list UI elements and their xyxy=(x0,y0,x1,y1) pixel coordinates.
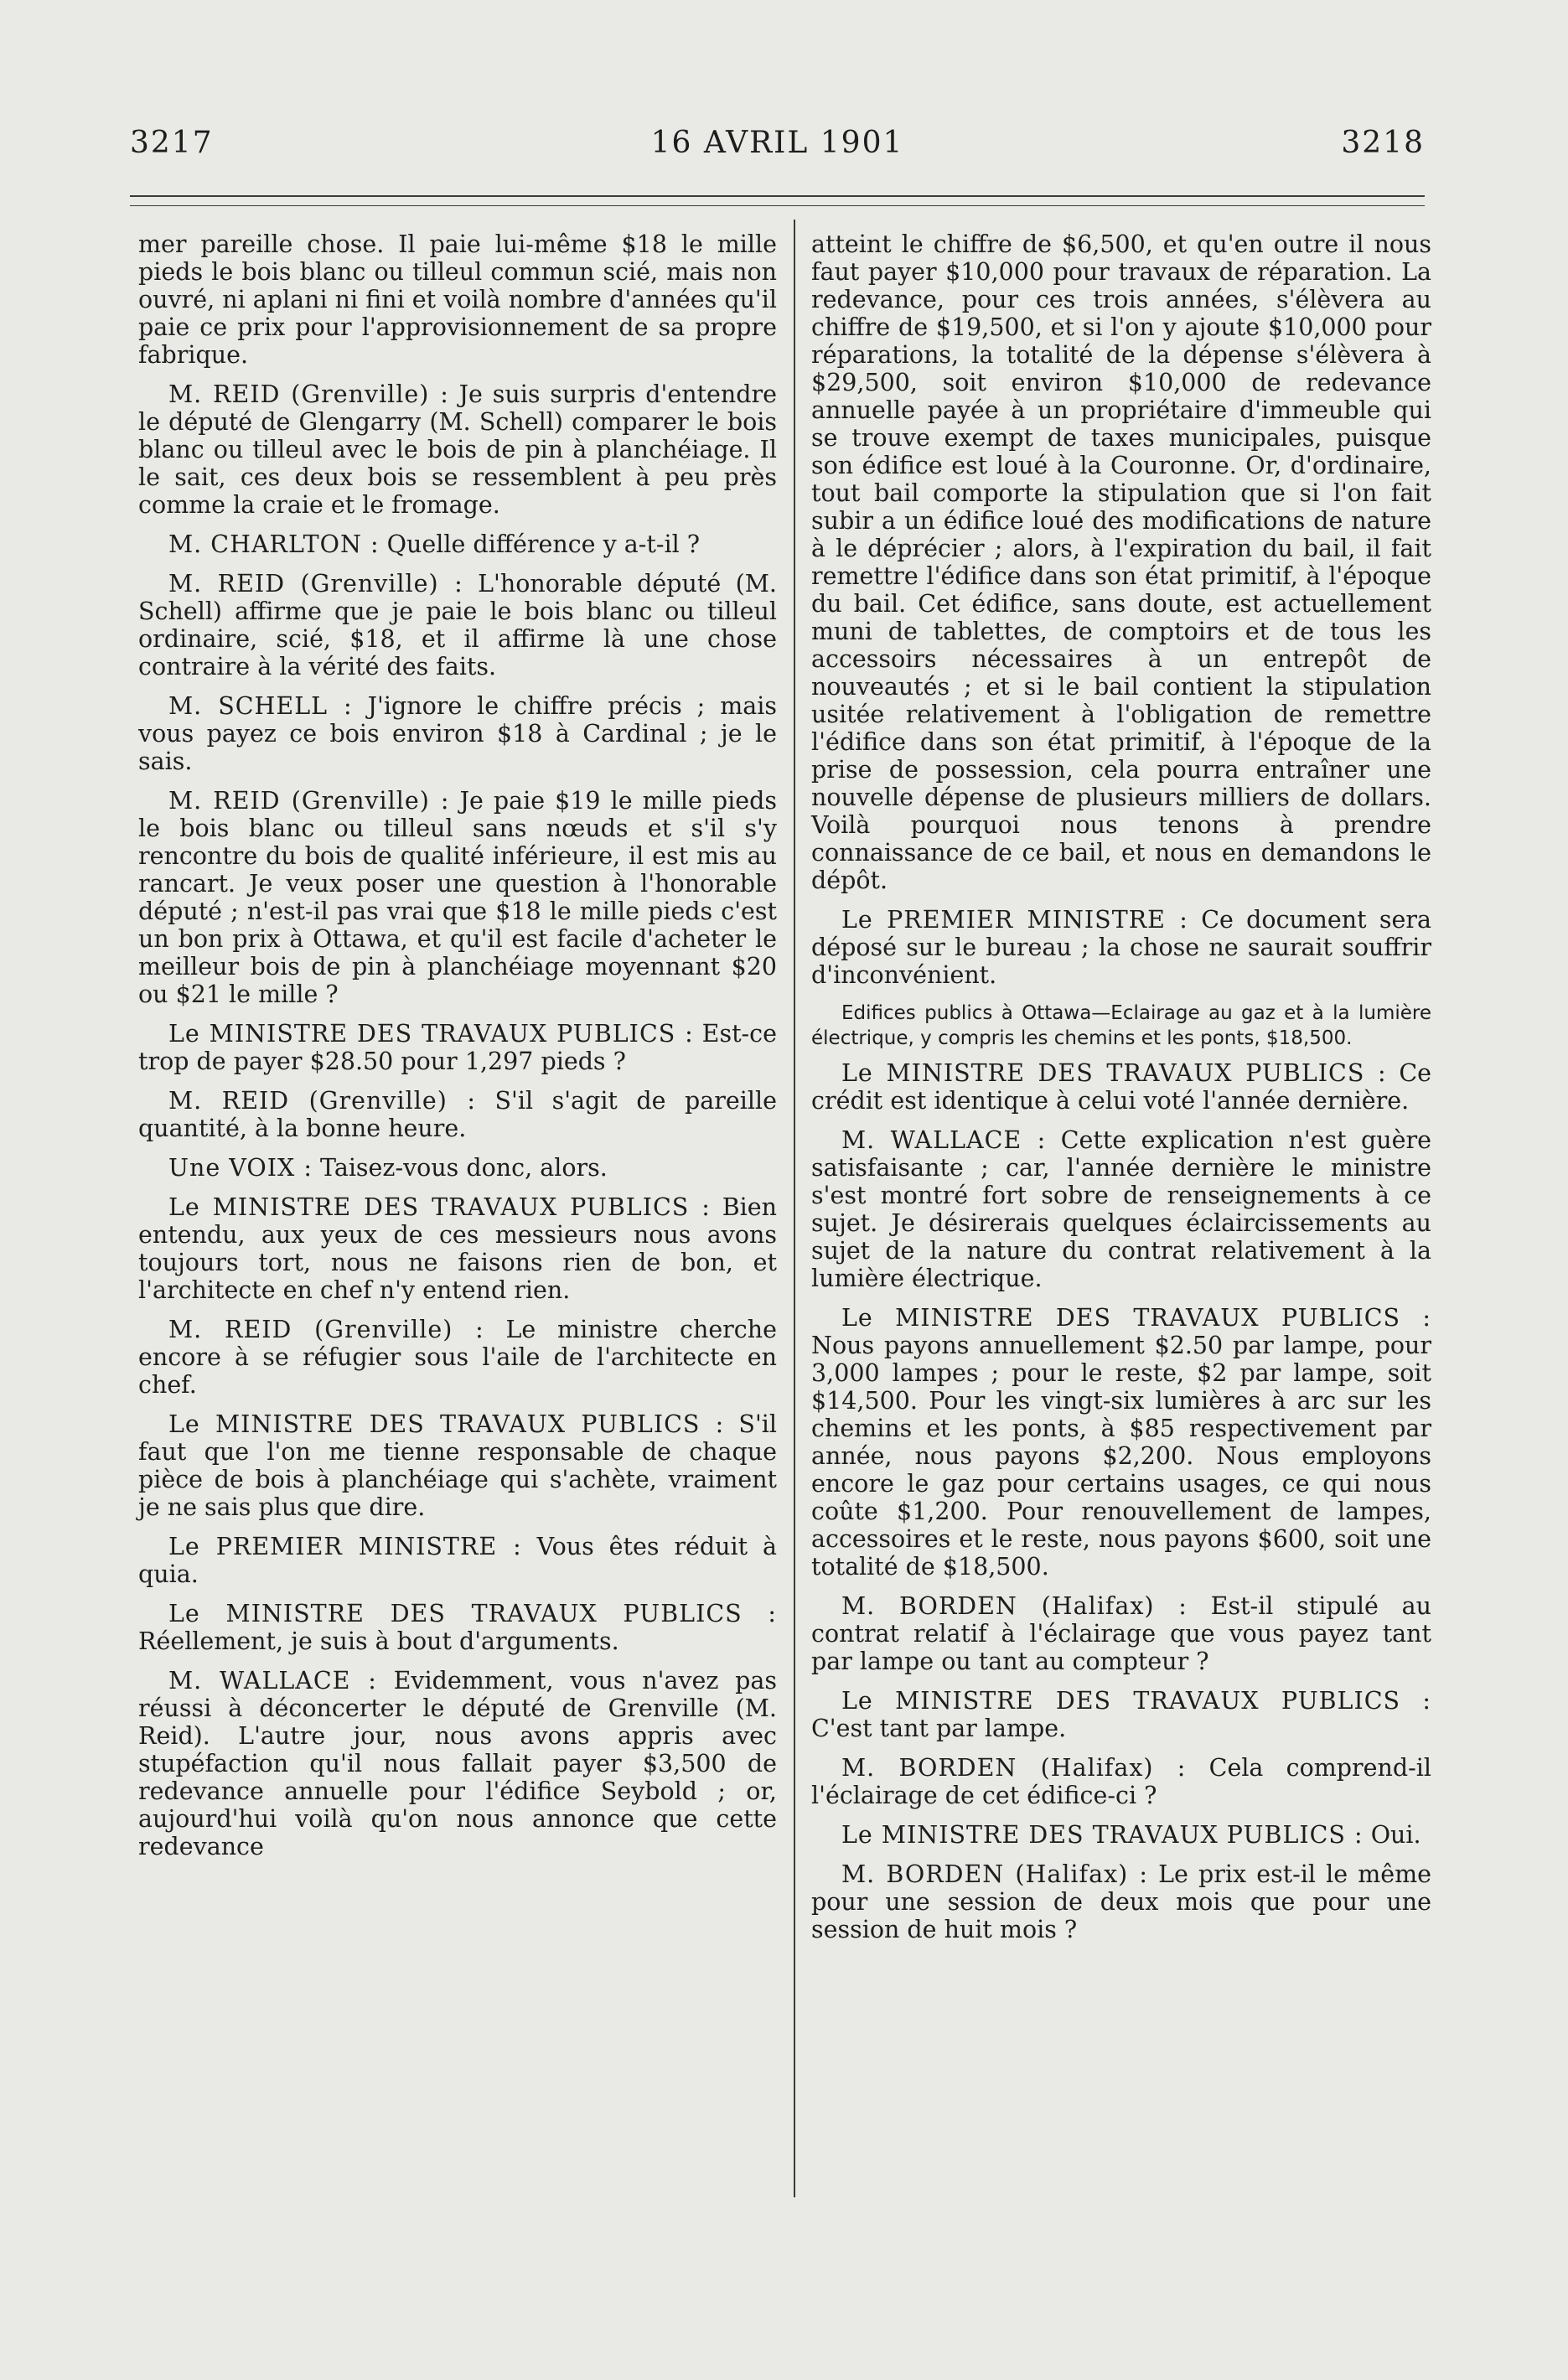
page-date: 16 AVRIL 1901 xyxy=(650,126,904,160)
speech-text: Est-il stipulé au contrat relatif à l'éclairage que vous payez tant par lampe ou tant au compteur ? xyxy=(811,1592,1431,1675)
speech-text: Est-ce trop de payer $28.50 pour 1,297 pieds ? xyxy=(138,1020,777,1075)
speaker-name: M. REID (Grenville) : xyxy=(168,1316,484,1343)
speaker-name: Le PREMIER MINISTRE : xyxy=(168,1533,522,1560)
debate-paragraph xyxy=(811,1821,1431,1849)
header-rule-bottom xyxy=(130,205,1425,206)
speech-text: Le ministre cherche encore à se réfugier sous l'aile de l'architecte en chef. xyxy=(138,1316,777,1399)
speech-text: Je paie $19 le mille pieds le bois blanc ou tilleul sans nœuds et s'il s'y rencontre du bois de qualité inférieure, il est mis au rancart. Je veux poser une question à l'honorable député ; n'est-il pas vrai que $18 le mille pieds c'est un bon prix à Ottawa, et qu'il est facile d'acheter le meilleur bois de pin à planchéiage moyennant $20 ou $21 le mille ? xyxy=(138,787,777,1008)
debate-paragraph xyxy=(138,230,777,369)
speech-text: mer pareille chose. Il paie lui-même $18 le mille pieds le bois blanc ou tilleul commun scié, mais non ouvré, ni aplani ni fini et voilà nombre d'années qu'il paie ce prix pour l'approvisionnement de sa propre fabrique. xyxy=(138,230,777,369)
speaker-name: Le MINISTRE DES TRAVAUX PUBLICS : xyxy=(168,1020,694,1048)
speaker-name: Le MINISTRE DES TRAVAUX PUBLICS : xyxy=(168,1410,725,1438)
speech-text: Vous êtes réduit à quia. xyxy=(138,1533,777,1588)
speaker-name: Le MINISTRE DES TRAVAUX PUBLICS : xyxy=(841,1059,1387,1087)
speech-text: Nous payons annuellement $2.50 par lampe, pour 3,000 lampes ; pour le reste, $2 par lampe, soit $14,500. Pour les vingt-six lumières à arc sur les chemins et les ponts, à $85 respectivement par année, nous payons $2,200. Nous employons encore le gaz pour certains usages, ce qui nous coûte $1,200. Pour renouvellement de lampes, accessoires et le reste, nous payons $600, soit une totalité de $18,500. xyxy=(811,1332,1431,1581)
debate-paragraph xyxy=(811,1592,1431,1675)
debate-paragraph xyxy=(811,1860,1431,1943)
column-divider xyxy=(794,220,795,2197)
speaker-name: Une VOIX : xyxy=(168,1154,313,1182)
debate-paragraph xyxy=(138,1600,777,1655)
speaker-name: M. BORDEN (Halifax) : xyxy=(841,1860,1148,1888)
debate-paragraph xyxy=(138,1154,777,1182)
debate-paragraph xyxy=(811,230,1431,894)
speech-text: Ce crédit est identique à celui voté l'année dernière. xyxy=(811,1059,1432,1115)
debate-paragraph xyxy=(811,1754,1431,1809)
speech-text: Evidemment, vous n'avez pas réussi à déconcerter le député de Grenville (M. Reid). L'autre jour, nous avons appris avec stupéfaction qu'il nous fallait payer $3,500 de redevance annuelle pour l'édifice Seybold ; or, aujourd'hui voilà qu'on nous annonce que cette redevance xyxy=(138,1667,778,1860)
speech-text: J'ignore le chiffre précis ; mais vous payez ce bois environ $18 à Cardinal ; je le sais. xyxy=(138,692,777,775)
speech-text: S'il faut que l'on me tienne responsable de chaque pièce de bois à planchéiage qui s'achète, vraiment je ne sais plus que dire. xyxy=(138,1410,778,1521)
debate-paragraph xyxy=(811,906,1431,989)
speaker-name: Le MINISTRE DES TRAVAUX PUBLICS : xyxy=(168,1600,777,1627)
right-column xyxy=(811,230,1431,1955)
debate-paragraph xyxy=(138,787,777,1008)
debate-paragraph xyxy=(138,692,777,775)
page-number-left: 3217 xyxy=(130,126,214,160)
speaker-name: M. REID (Grenville) : xyxy=(168,1087,476,1115)
speaker-name: M. SCHELL : xyxy=(168,692,353,720)
speaker-name: Le MINISTRE DES TRAVAUX PUBLICS : xyxy=(841,1821,1364,1849)
speaker-name: M. WALLACE : xyxy=(841,1126,1047,1154)
debate-paragraph xyxy=(138,1533,777,1588)
debate-paragraph xyxy=(811,1126,1431,1292)
debate-paragraph xyxy=(811,1059,1431,1115)
speech-text: Cela comprend-il l'éclairage de cet édifice-ci ? xyxy=(811,1754,1431,1809)
debate-paragraph xyxy=(138,1020,777,1075)
speech-text: Le prix est-il le même pour une session de deux mois que pour une session de huit mois ? xyxy=(811,1860,1431,1943)
speaker-name: M. REID (Grenville) : xyxy=(168,787,450,815)
debate-paragraph xyxy=(138,380,777,519)
debate-paragraph xyxy=(138,1087,777,1142)
page-header xyxy=(130,126,1425,176)
speech-text: Taisez-vous donc, alors. xyxy=(320,1154,608,1182)
speech-text: Ce document sera déposé sur le bureau ; la chose ne saurait souffrir d'inconvénient. xyxy=(811,906,1431,989)
debate-paragraph xyxy=(138,1667,777,1860)
debate-paragraph xyxy=(138,530,777,558)
left-column xyxy=(138,230,777,1872)
speaker-name: M. REID (Grenville) : xyxy=(168,380,449,408)
speech-text: Oui. xyxy=(1370,1821,1421,1849)
speech-text: Cette explication n'est guère satisfaisante ; car, l'année dernière le ministre s'est montré fort sobre de renseignements à ce sujet. Je désirerais quelques éclaircissements au sujet de la nature du contrat relativement à la lumière électrique. xyxy=(811,1126,1431,1292)
debate-paragraph xyxy=(811,1304,1431,1581)
debate-paragraph xyxy=(138,1316,777,1399)
speech-text: Je suis surpris d'entendre le député de Glengarry (M. Schell) comparer le bois blanc ou tilleul avec le bois de pin à planchéiage. Il le sait, ces deux bois se ressemblent à peu près comme la craie et le fromage. xyxy=(138,380,777,519)
speaker-name: M. REID (Grenville) : xyxy=(168,570,463,598)
speaker-name: Le MINISTRE DES TRAVAUX PUBLICS : xyxy=(841,1687,1431,1715)
debate-paragraph xyxy=(811,1687,1431,1742)
page-number-right: 3218 xyxy=(1341,126,1425,160)
speaker-name: M. CHARLTON : xyxy=(168,530,380,558)
speech-text: Bien entendu, aux yeux de ces messieurs nous avons toujours tort, nous ne faisons rien de bon, et l'architecte en chef n'y entend rien. xyxy=(138,1193,778,1304)
speech-text: C'est tant par lampe. xyxy=(811,1715,1067,1742)
speech-text: S'il s'agit de pareille quantité, à la bonne heure. xyxy=(138,1087,777,1142)
speech-text: Quelle différence y a-t-il ? xyxy=(386,530,701,558)
speech-text: L'honorable député (M. Schell) affirme que je paie le bois blanc ou tilleul ordinaire, scié, $18, et il affirme là une chose contraire à la vérité des faits. xyxy=(138,570,777,680)
speaker-name: M. WALLACE : xyxy=(168,1667,377,1694)
speaker-name: M. BORDEN (Halifax) : xyxy=(841,1754,1187,1782)
debate-paragraph xyxy=(138,1410,777,1521)
speaker-name: Le PREMIER MINISTRE : xyxy=(841,906,1188,934)
speech-text: Réellement, je suis à bout d'arguments. xyxy=(138,1627,619,1655)
speaker-name: M. BORDEN (Halifax) : xyxy=(841,1592,1188,1620)
estimate-item-heading: Edifices publics à Ottawa—Eclairage au gaz et à la lumière électrique, y compris les chemins et les ponts, $18,500. xyxy=(811,1002,1431,1049)
header-rule-top xyxy=(130,195,1425,197)
speaker-name: Le MINISTRE DES TRAVAUX PUBLICS : xyxy=(841,1304,1431,1332)
debate-paragraph xyxy=(138,1193,777,1304)
speaker-name: Le MINISTRE DES TRAVAUX PUBLICS : xyxy=(168,1193,711,1221)
debate-paragraph xyxy=(138,570,777,680)
speech-text: atteint le chiffre de $6,500, et qu'en outre il nous faut payer $10,000 pour travaux de réparation. La redevance, pour ces trois années, s'élèvera au chiffre de $19,500, et si l'on y ajoute $10,000 pour réparations, la totalité de la dépense s'élèvera à $29,500, soit environ $10,000 de redevance annuelle payée à un propriétaire d'immeuble qui se trouve exempt de taxes municipales, puisque son édifice est loué à la Couronne. Or, d'ordinaire, tout bail comporte la stipulation que si l'on fait subir a un édifice loué des modifications de nature à le déprécier ; alors, à l'expiration du bail, il fait remettre l'édifice dans son état primitif, à l'époque du bail. Cet édifice, sans doute, est actuellement muni de tablettes, de comptoirs et de tous les accessoirs nécessaires à un entrepôt de nouveautés ; et si le bail contient la stipulation usitée relativement à l'obligation de remettre l'édifice dans son état primitif, à l'époque de la prise de possession, cela pourra entraîner une nouvelle dépense de plusieurs milliers de dollars. Voilà pourquoi nous tenons à prendre connaissance de ce bail, et nous en demandons le dépôt. xyxy=(811,230,1431,894)
